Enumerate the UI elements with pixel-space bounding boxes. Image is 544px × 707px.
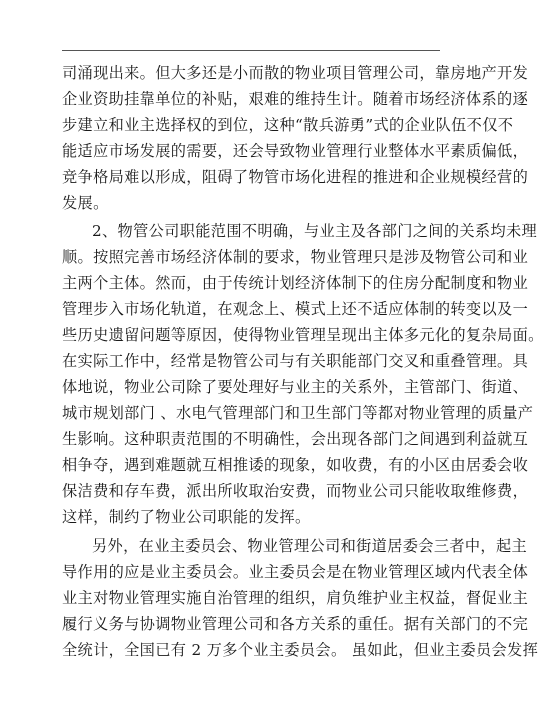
paragraph-1-line-2: 企业资助挂靠单位的补贴，艰难的维持生计。随着市场经济体系的逐 xyxy=(62,90,529,108)
paragraph-1-line-4: 能适应市场发展的需要，还会导致物业管理行业整体水平素质偏低， xyxy=(62,142,529,160)
paragraph-2-line-5: 些历史遗留问题等原因，使得物业管理呈现出主体多元化的复杂局面。 xyxy=(62,326,544,344)
paragraph-2-line-7: 体地说，物业公司除了要处理好与业主的关系外，主管部门、街道、 xyxy=(62,378,529,396)
header-rule xyxy=(62,50,440,51)
paragraph-3-line-3: 业主对物业管理实施自治管理的组织，肩负维护业主权益，督促业主 xyxy=(62,589,529,607)
paragraph-2-line-11: 保洁费和存车费，派出所收取治安费，而物业公司只能收取维修费， xyxy=(62,482,529,500)
paragraph-1-line-3: 步建立和业主选择权的到位，这种“散兵游勇”式的企业队伍不仅不 xyxy=(62,116,514,134)
paragraph-2-line-9: 生影响。这种职责范围的不明确性，会出现各部门之间遇到利益就互 xyxy=(62,430,529,448)
paragraph-2-line-1: 2、物管公司职能范围不明确，与业主及各部门之间的关系均未理 xyxy=(92,222,538,240)
paragraph-1-line-1: 司涌现出来。但大多还是小而散的物业项目管理公司，靠房地产开发 xyxy=(62,64,529,82)
paragraph-3-line-2: 导作用的应是业主委员会。业主委员会是在物业管理区域内代表全体 xyxy=(62,563,529,581)
paragraph-2-line-10: 相争夺，遇到难题就互相推诿的现象，如收费，有的小区由居委会收 xyxy=(62,456,529,474)
paragraph-2-line-4: 管理步入市场化轨道，在观念上、模式上还不适应体制的转变以及一 xyxy=(62,300,529,318)
paragraph-1-line-5: 竞争格局难以形成，阻碍了物管市场化进程的推进和企业规模经营的 xyxy=(62,168,529,186)
paragraph-2-line-3: 主两个主体。然而，由于传统计划经济体制下的住房分配制度和物业 xyxy=(62,274,529,292)
paragraph-1-line-6: 发展。 xyxy=(62,194,109,212)
paragraph-3-line-5: 全统计，全国已有 2 万多个业主委员会。 虽如此，但业主委员会发挥 xyxy=(62,641,539,659)
paragraph-2-line-8: 城市规划部门 、水电气管理部门和卫生部门等都对物业管理的质量产 xyxy=(62,404,534,422)
paragraph-3-line-1: 另外，在业主委员会、物业管理公司和街道居委会三者中，起主 xyxy=(92,537,528,555)
paragraph-2-line-6: 在实际工作中，经常是物管公司与有关职能部门交叉和重叠管理。具 xyxy=(62,352,529,370)
paragraph-3-line-4: 履行义务与协调物业管理公司和各方关系的重任。据有关部门的不完 xyxy=(62,615,529,633)
paragraph-2-line-12: 这样，制约了物业公司职能的发挥。 xyxy=(62,508,311,526)
paragraph-2-line-2: 顺。按照完善市场经济体制的要求，物业管理只是涉及物管公司和业 xyxy=(62,248,529,266)
